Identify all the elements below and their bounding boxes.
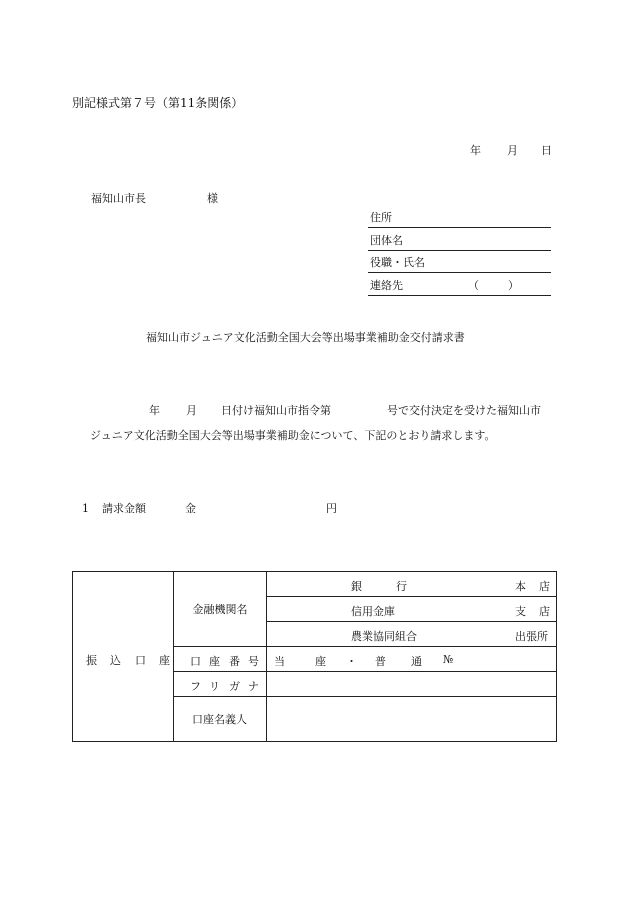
bank-left-a: 銀 bbox=[351, 580, 362, 593]
organization-label: 団体名 bbox=[370, 234, 403, 247]
account-type-current-a: 当 bbox=[274, 655, 285, 668]
amount-number: 1 bbox=[82, 502, 89, 515]
account-type-ordinary-a: 普 bbox=[375, 655, 386, 668]
amount-kin: 金 bbox=[185, 502, 196, 515]
account-no-symbol: № bbox=[443, 653, 454, 666]
address-field[interactable] bbox=[368, 213, 551, 228]
address-label: 住所 bbox=[370, 211, 392, 224]
contact-paren-open: （ bbox=[468, 279, 479, 292]
credit-row[interactable] bbox=[267, 597, 557, 622]
title-name-label: 役職・氏名 bbox=[370, 256, 425, 269]
bank-left-b: 行 bbox=[396, 580, 407, 593]
account-number-label: 口 座 番 号 bbox=[174, 647, 267, 672]
body-month: 月 bbox=[186, 404, 197, 417]
account-type-current-b: 座 bbox=[315, 655, 326, 668]
credit-left: 信用金庫 bbox=[351, 605, 395, 618]
holder-value[interactable] bbox=[267, 697, 557, 742]
title-name-field[interactable] bbox=[368, 258, 551, 273]
agri-right: 出張所 bbox=[515, 630, 548, 643]
addressee-honorific: 様 bbox=[207, 192, 218, 205]
date-day-label: 日 bbox=[541, 144, 552, 157]
contact-field[interactable] bbox=[368, 281, 551, 296]
holder-label: 口座名義人 bbox=[174, 697, 267, 742]
agri-left: 農業協同組合 bbox=[351, 630, 417, 643]
date-month-label: 月 bbox=[507, 144, 518, 157]
account-type-dot: ・ bbox=[346, 655, 357, 668]
addressee-name: 福知山市長 bbox=[91, 192, 146, 205]
bank-right-b: 店 bbox=[539, 580, 550, 593]
credit-right-a: 支 bbox=[515, 605, 526, 618]
furigana-label: フ リ ガ ナ bbox=[174, 672, 267, 697]
organization-field[interactable] bbox=[368, 236, 551, 251]
bank-right-a: 本 bbox=[515, 580, 526, 593]
account-number-value[interactable] bbox=[267, 647, 557, 672]
body-number-text: 号で交付決定を受けた福知山市 bbox=[387, 404, 541, 417]
contact-label: 連絡先 bbox=[370, 279, 403, 292]
form-number: 別記様式第７号（第11条関係） bbox=[72, 96, 244, 110]
amount-label: 請求金額 bbox=[102, 502, 146, 515]
body-year: 年 bbox=[149, 404, 160, 417]
account-type-ordinary-b: 通 bbox=[411, 655, 422, 668]
contact-paren-close: ） bbox=[508, 279, 519, 292]
date-year-label: 年 bbox=[470, 144, 481, 157]
credit-right-b: 店 bbox=[539, 605, 550, 618]
transfer-account-label: 振 込 口 座 bbox=[73, 572, 174, 742]
bank-row[interactable] bbox=[267, 572, 557, 597]
amount-yen: 円 bbox=[326, 502, 337, 515]
body-date-text: 日付け福知山市指令第 bbox=[221, 404, 331, 417]
agri-row[interactable] bbox=[267, 622, 557, 647]
institution-label: 金融機関名 bbox=[174, 572, 267, 647]
furigana-value[interactable] bbox=[267, 672, 557, 697]
body-line2: ジュニア文化活動全国大会等出場事業補助金について、下記のとおり請求します。 bbox=[90, 429, 496, 442]
bank-transfer-table bbox=[72, 571, 557, 742]
document-title: 福知山市ジュニア文化活動全国大会等出場事業補助金交付請求書 bbox=[146, 331, 465, 344]
